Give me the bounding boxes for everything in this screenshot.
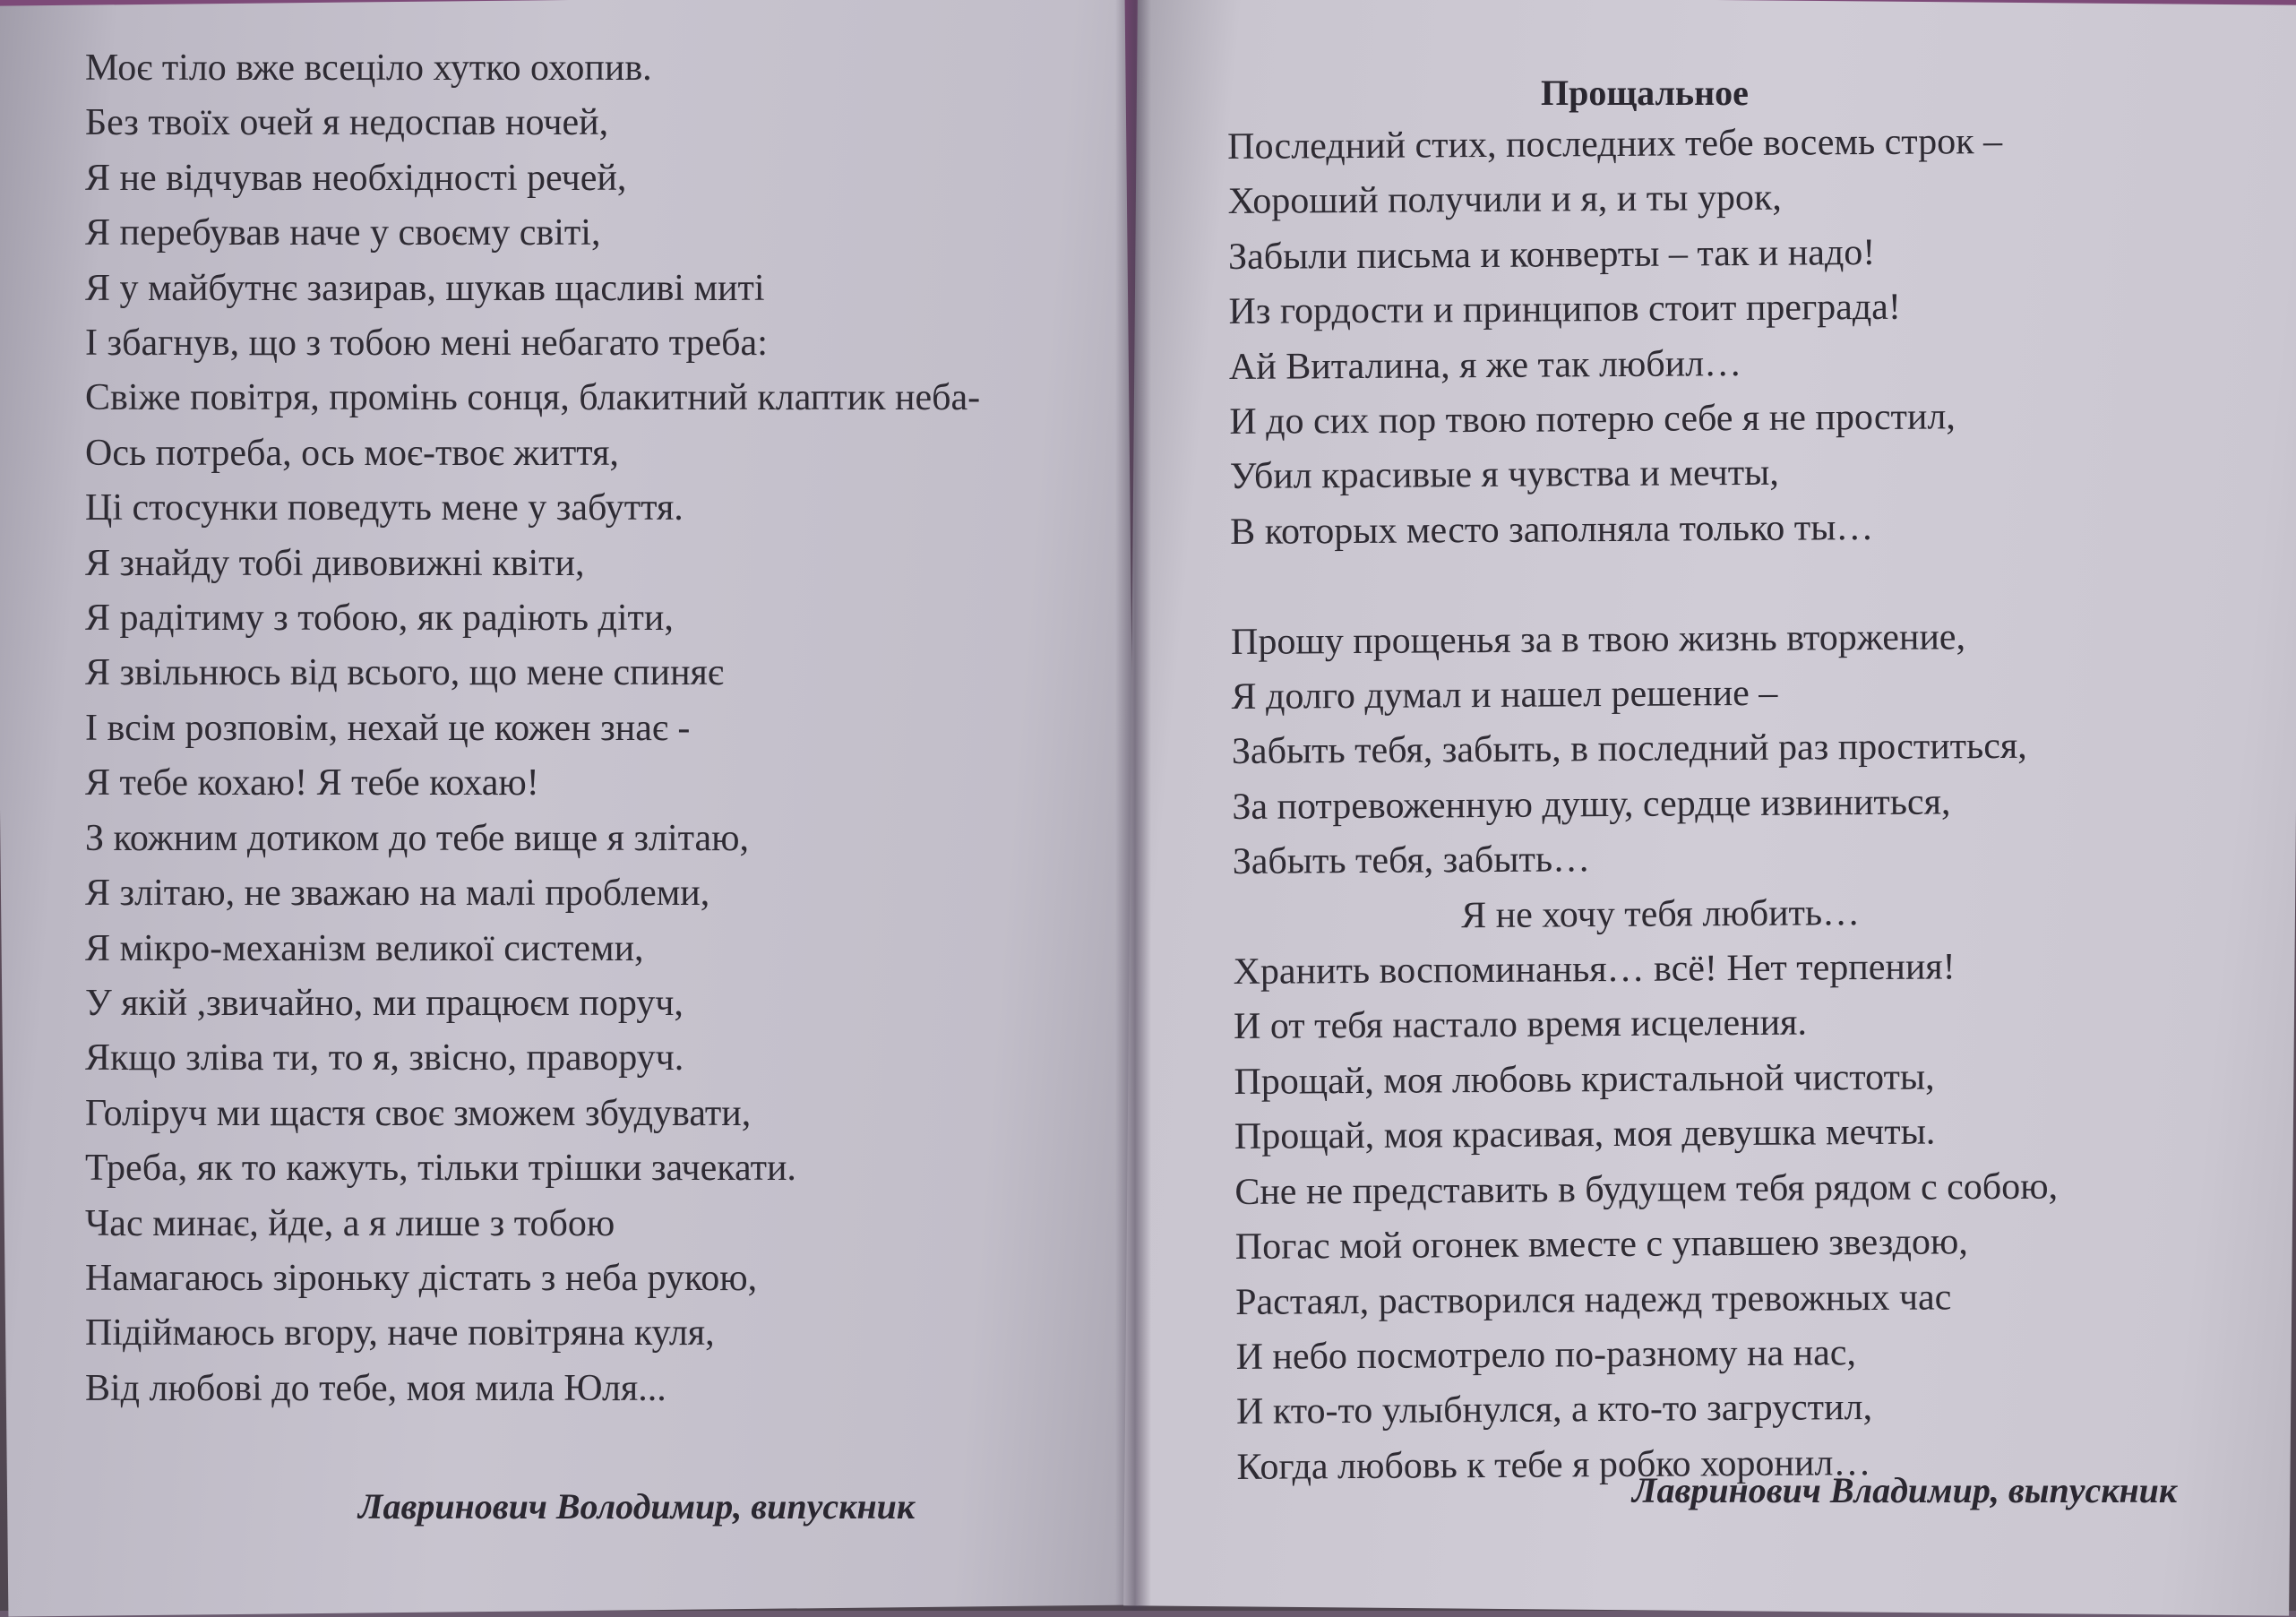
- poem-line: Прошу прощенья за в твою жизнь вторжение,: [1230, 615, 1966, 663]
- poem-line: Я знайду тобі дивовижні квіти,: [85, 542, 585, 584]
- poem-line: Забыть тебя, забыть…: [1232, 839, 1591, 883]
- russian-poem: [1227, 115, 2060, 1496]
- poem-line: За потревоженную душу, сердце извиниться,: [1232, 781, 1951, 828]
- poem-line: Хранить воспоминанья… всё! Нет терпения!: [1233, 946, 1956, 993]
- poem-line: Якщо зліва ти, то я, звісно, праворуч.: [85, 1037, 684, 1079]
- poem-line: Прощай, моя любовь кристальной чистоты,: [1234, 1056, 1935, 1103]
- poem-line: Я у майбутнє зазирав, шукав щасливі миті: [85, 267, 765, 309]
- poem-line: Намагаюсь зіроньку дістать з неба рукою,: [85, 1257, 758, 1299]
- author-signature-right: Лавринович Владимир, выпускник: [1632, 1470, 2178, 1510]
- poem-line: И от тебя настало время исцеления.: [1233, 1002, 1808, 1048]
- poem-line: Без твоїх очей я недоспав ночей,: [85, 102, 609, 144]
- poem-line: І всім розповім, нехай це кожен знає -: [85, 707, 691, 749]
- poem-line: Моє тіло вже всеціло хутко охопив.: [85, 47, 652, 89]
- poem-line: И небо посмотрело по-разному на нас,: [1235, 1332, 1857, 1378]
- poem-line: Ай Виталина, я же так любил…: [1228, 342, 1742, 388]
- poem-line: Убил красивые я чувства и мечты,: [1229, 452, 1779, 498]
- poem-line: Ці стосунки поведуть мене у забуття.: [85, 487, 684, 529]
- poem-title: Прощальное: [1541, 73, 1749, 113]
- poem-line: Растаял, растворился надежд тревожных час: [1235, 1276, 1952, 1323]
- poem-line: Я злітаю, не зважаю на малі проблеми,: [85, 873, 710, 915]
- poem-line: Хороший получили и я, и ты урок,: [1227, 177, 1782, 223]
- poem-line: Голіруч ми щастя своє зможем збудувати,: [85, 1092, 752, 1134]
- poem-line: Забыли письма и конверты – так и надо!: [1227, 231, 1876, 278]
- poem-line: І збагнув, що з тобою мені небагато треба:: [85, 323, 768, 365]
- poem-line: Я мікро-механізм великої системи,: [85, 927, 644, 969]
- poem-line: Я звільнюсь від всього, що мене спиняє: [85, 652, 724, 694]
- poem-line: И до сих пор твою потерю себе я не простил,: [1229, 396, 1956, 443]
- poem-line: Прощай, моя красивая, моя девушка мечты.: [1234, 1111, 1936, 1158]
- poem-line: Когда любовь к тебе я робко хоронил…: [1236, 1441, 1871, 1488]
- poem-line: Підіймаюсь вгору, наче повітряна куля,: [85, 1312, 715, 1355]
- poem-line: Последний стих, последних тебе восемь строк –: [1227, 120, 2003, 168]
- poem-line: З кожним дотиком до тебе вище я злітаю,: [85, 817, 750, 859]
- poem-line: В которых место заполняла только ты…: [1230, 506, 1874, 553]
- poem-line: Забыть тебя, забыть, в последний раз проститься,: [1231, 726, 2027, 773]
- poem-line: Я перебував наче у своєму світі,: [85, 212, 601, 254]
- poem-line: Свіже повітря, промінь сонця, блакитний клаптик неба-: [85, 377, 981, 419]
- stanza-break: [1230, 555, 2053, 615]
- poem-line: У якій ,звичайно, ми працюєм поруч,: [85, 982, 684, 1024]
- poem-line: Я долго думал и нашел решение –: [1231, 672, 1778, 718]
- poem-line: Из гордости и принципов стоит преграда!: [1228, 286, 1902, 333]
- poem-line: Час минає, йде, а я лише з тобою: [85, 1202, 615, 1244]
- poem-line: Треба, як то кажуть, тільки трішки зачекати.: [85, 1148, 796, 1190]
- book-gutter: [1115, 0, 1151, 1611]
- poem-line: Я не відчував необхідності речей,: [85, 157, 627, 199]
- ukrainian-poem: [85, 41, 980, 1416]
- author-signature-left: Лавринович Володимир, випускник: [358, 1486, 916, 1527]
- poem-line: Погас мой огонек вместе с упавшею звездою,: [1234, 1221, 1968, 1269]
- poem-line-indented: Я не хочу тебя любить…: [1461, 891, 1861, 936]
- poem-line: Від любові до тебе, моя мила Юля...: [85, 1367, 666, 1409]
- poem-line: Сне не представить в будущем тебя рядом с собою,: [1234, 1165, 2059, 1213]
- poem-line: И кто-то улыбнулся, а кто-то загрустил,: [1235, 1387, 1873, 1433]
- poem-line: Я тебе кохаю! Я тебе кохаю!: [85, 762, 539, 804]
- poem-line: Я радітиму з тобою, як радіють діти,: [85, 598, 674, 640]
- poem-line: Ось потреба, ось моє-твоє життя,: [85, 432, 619, 474]
